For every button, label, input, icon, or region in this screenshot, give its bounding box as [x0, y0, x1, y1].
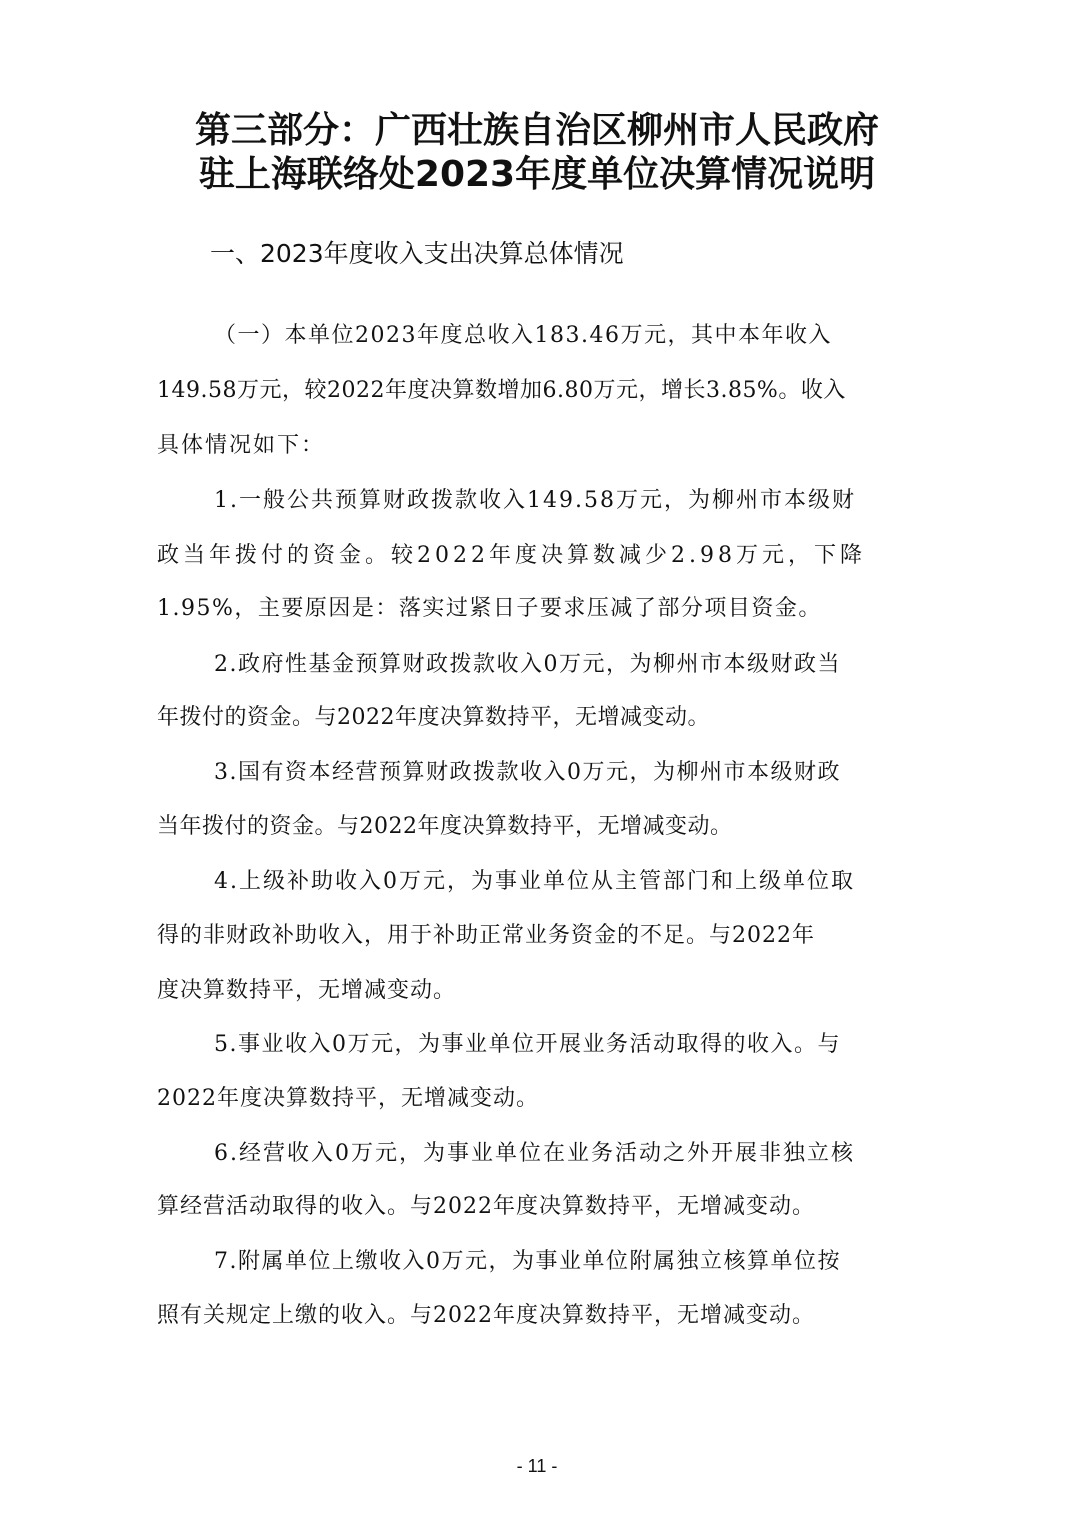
paragraph-line: 政当年拨付的资金。较2022年度决算数减少2.98万元，下降: [157, 543, 866, 568]
section-heading: 一、2023年度收入支出决算总体情况: [210, 239, 624, 268]
paragraph-line: 当年拨付的资金。与2022年度决算数持平，无增减变动。: [157, 814, 733, 839]
page-title-line-1: 第三部分：广西壮族自治区柳州市人民政府: [194, 110, 879, 151]
paragraph-line: （一）本单位2023年度总收入183.46万元，其中本年收入: [214, 323, 832, 348]
paragraph-line: 度决算数持平，无增减变动。: [157, 978, 457, 1003]
page-number: - 11 -: [516, 1456, 558, 1476]
paragraph-line: 2022年度决算数持平，无增减变动。: [157, 1086, 539, 1111]
paragraph-line: 7.附属单位上缴收入0万元，为事业单位附属独立核算单位按: [214, 1249, 841, 1274]
paragraph-line: 4.上级补助收入0万元，为事业单位从主管部门和上级单位取: [214, 869, 855, 894]
paragraph-line: 具体情况如下：: [157, 433, 326, 458]
paragraph-line: 6.经营收入0万元，为事业单位在业务活动之外开展非独立核: [214, 1141, 855, 1166]
paragraph-line: 得的非财政补助收入，用于补助正常业务资金的不足。与2022年: [157, 923, 815, 948]
paragraph-line: 年拨付的资金。与2022年度决算数持平，无增减变动。: [157, 705, 710, 730]
paragraph-line: 算经营活动取得的收入。与2022年度决算数持平，无增减变动。: [157, 1194, 815, 1219]
paragraph-line: 2.政府性基金预算财政拨款收入0万元，为柳州市本级财政当: [214, 652, 841, 677]
paragraph-line: 5.事业收入0万元，为事业单位开展业务活动取得的收入。与: [214, 1032, 841, 1057]
paragraph-line: 1.95%，主要原因是：落实过紧日子要求压减了部分项目资金。: [157, 596, 822, 621]
paragraph-line: 149.58万元，较2022年度决算数增加6.80万元，增长3.85%。收入: [157, 378, 846, 403]
paragraph-line: 1.一般公共预算财政拨款收入149.58万元，为柳州市本级财: [214, 488, 856, 513]
paragraph-line: 3.国有资本经营预算财政拨款收入0万元，为柳州市本级财政: [214, 760, 841, 785]
page-title-line-2: 驻上海联络处2023年度单位决算情况说明: [198, 154, 876, 195]
paragraph-line: 照有关规定上缴的收入。与2022年度决算数持平，无增减变动。: [157, 1303, 815, 1328]
